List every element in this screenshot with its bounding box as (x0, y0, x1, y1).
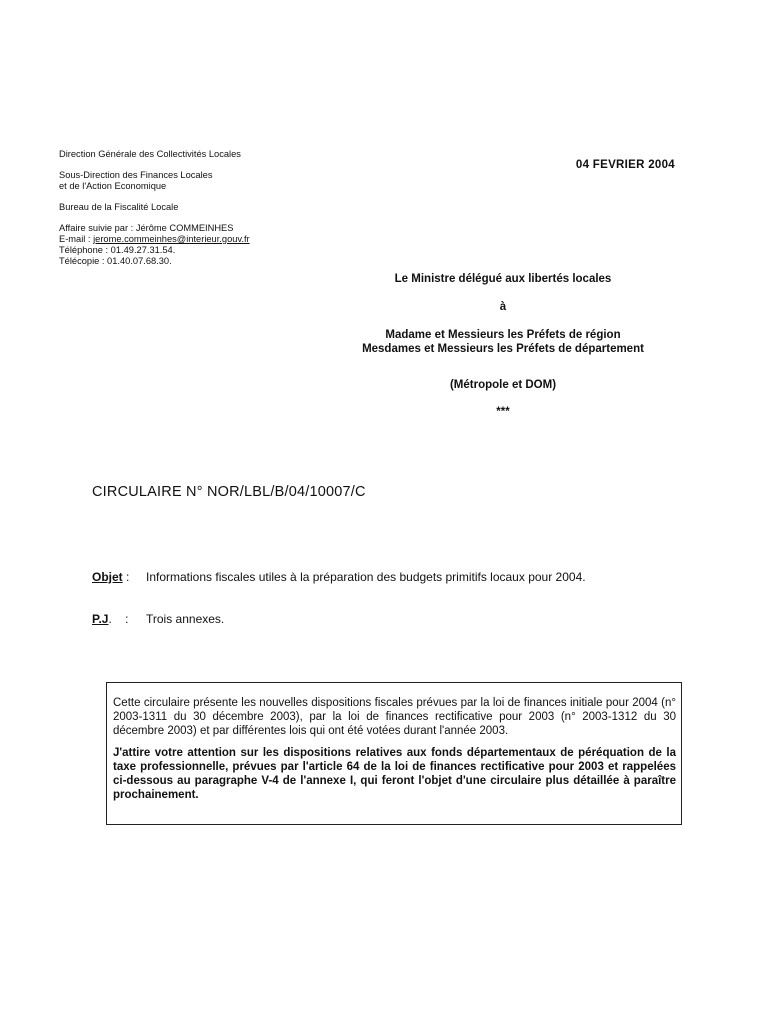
object-text: Informations fiscales utiles à la préparation des budgets primitifs locaux pour 2004. (146, 570, 586, 584)
sender-contact (59, 223, 250, 267)
object-sep: : (122, 570, 130, 584)
circular-number: CIRCULAIRE N° NOR/LBL/B/04/10007/C (92, 484, 366, 500)
address-recipient-1: Madame et Messieurs les Préfets de région (385, 329, 621, 341)
contact-person: Affaire suivie par : Jérôme COMMEINHES (59, 223, 234, 233)
attachments-sep: . : (108, 612, 129, 626)
sender-direction-line: Direction Générale des Collectivités Locales (59, 149, 241, 159)
address-recipient-2: Mesdames et Messieurs les Préfets de département (362, 343, 644, 355)
email-link[interactable]: jerome.commeinhes@interieur.gouv.fr (93, 234, 250, 244)
sender-direction (59, 149, 250, 160)
object-label-wrap (92, 570, 146, 584)
sender-subdirection-line-2: et de l'Action Economique (59, 181, 167, 191)
sender-subdirection (59, 170, 250, 192)
attachments-row (92, 612, 224, 626)
contact-phone: Téléphone : 01.49.27.31.54. (59, 245, 176, 255)
sender-bureau (59, 202, 250, 213)
attachments-label: P.J (92, 612, 109, 626)
contact-email-line (59, 234, 250, 245)
sender-subdirection-line-1: Sous-Direction des Finances Locales (59, 170, 213, 180)
attachments-text: Trois annexes. (146, 612, 225, 626)
summary-box (106, 682, 682, 825)
object-label: Objet (92, 570, 123, 584)
summary-paragraph-2: J'attire votre attention sur les dispositions relatives aux fonds départementaux de péréquation de la taxe professionnelle, prévues par l'article 64 de la loi de finances rectificative pour 2003 et rappelées ci-dessous au paragraphe V-4 de l'annexe I, qui feront l'objet d'une circulaire plus détaillée à paraître prochainement. (113, 747, 676, 801)
email-label: E-mail : (59, 234, 94, 244)
address-scope: (Métropole et DOM) (449, 379, 557, 391)
attachments-label-wrap (92, 612, 146, 626)
address-from: Le Ministre délégué aux libertés locales (394, 273, 612, 285)
contact-fax: Télécopie : 01.40.07.68.30. (59, 256, 172, 266)
address-to-word: à (499, 301, 507, 313)
sender-bureau-line: Bureau de la Fiscalité Locale (59, 202, 179, 212)
address-block (330, 272, 676, 419)
object-row (92, 570, 586, 584)
address-separator: *** (496, 406, 510, 418)
sender-block (59, 149, 250, 277)
summary-paragraph-1: Cette circulaire présente les nouvelles dispositions fiscales prévues par la loi de finances initiale pour 2004 (n° 2003-1311 du 30 décembre 2003), par la loi de finances rectificative pour 2003 (n° 2003-1312 du 30 décembre 2003) et par différentes lois qui ont été votées durant l'année 2003. (113, 697, 676, 737)
letter-date: 04 FEVRIER 2004 (575, 159, 675, 171)
